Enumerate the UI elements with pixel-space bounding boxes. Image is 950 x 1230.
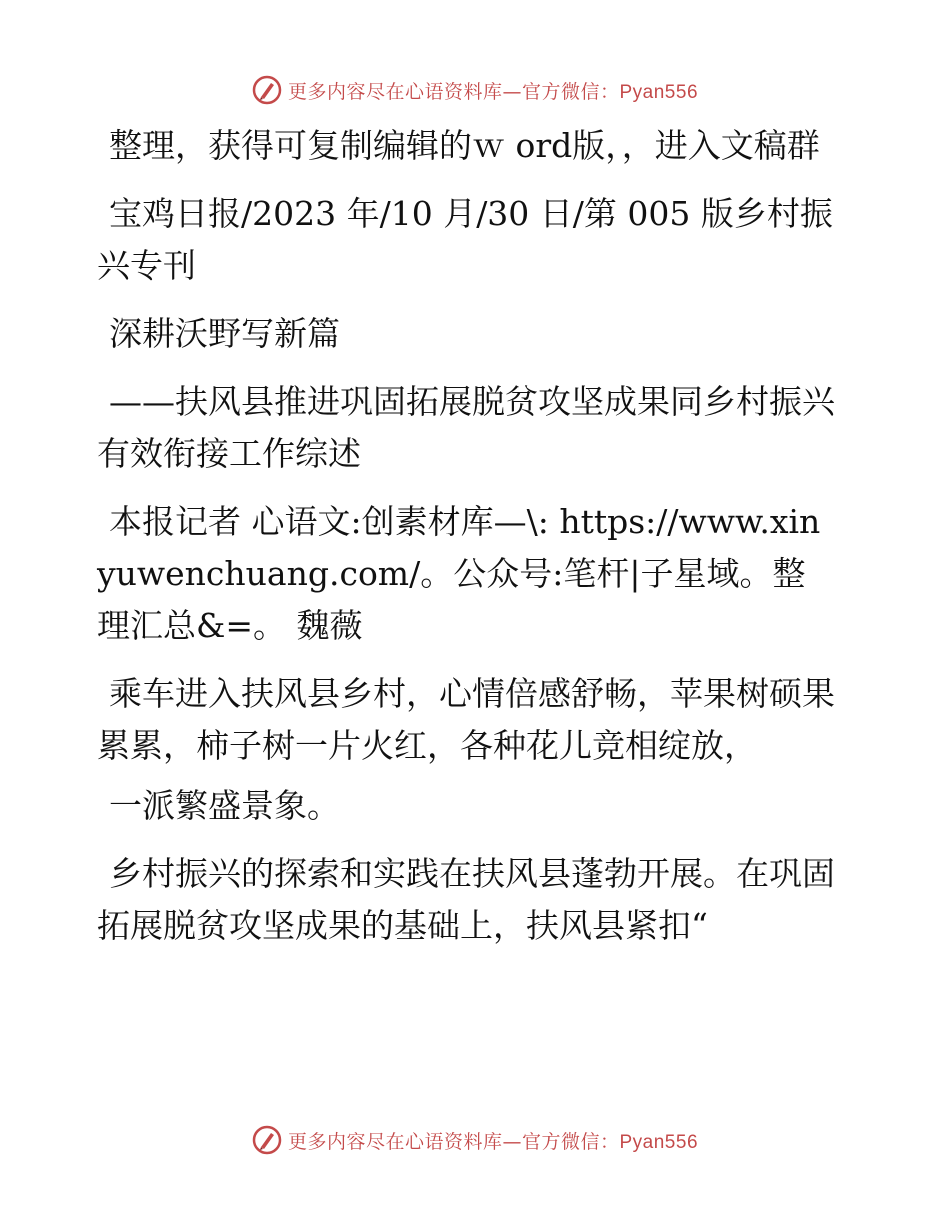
paragraph-body-3: 乡村振兴的探索和实践在扶风县蓬勃开展。在巩固拓展脱贫攻坚成果的基础上，扶风县紧扣“	[97, 854, 835, 945]
paragraph-intro: 整理，获得可复制编辑的ｗ ord版，，进入文稿群	[109, 126, 820, 165]
banner-wechat-id: Pyan556	[619, 1131, 699, 1153]
header-watermark-banner	[0, 70, 950, 110]
banner-text	[288, 1127, 698, 1154]
paragraph-body-2: 一派繁盛景象。	[109, 786, 340, 825]
pen-logo-icon	[252, 75, 282, 105]
article-title: 深耕沃野写新篇	[109, 314, 340, 353]
banner-label: 更多内容尽在心语资料库—官方微信：	[287, 1130, 620, 1153]
banner-label: 更多内容尽在心语资料库—官方微信：	[287, 80, 620, 103]
banner-wechat-id: Pyan556	[619, 81, 699, 103]
document-body	[97, 120, 837, 972]
paragraph-source: 宝鸡日报/2023 年/10 月/30 日/第 005 版乡村振兴专刊	[97, 194, 833, 285]
banner-text	[288, 77, 698, 104]
article-subtitle: ——扶风县推进巩固拓展脱贫攻坚成果同乡村振兴有效衔接工作综述	[97, 382, 835, 473]
paragraph-byline: 本报记者 心语文:创素材库—\: https://www.xinyuwenchuang.com/。公众号:笔杆|子星域。整理汇总&=。 魏薇	[97, 502, 821, 645]
pen-logo-icon	[252, 1125, 282, 1155]
paragraph-body-1: 乘车进入扶风县乡村，心情倍感舒畅，苹果树硕果累累，柿子树一片火红，各种花儿竞相绽放，	[97, 674, 835, 765]
footer-watermark-banner	[0, 1120, 950, 1160]
